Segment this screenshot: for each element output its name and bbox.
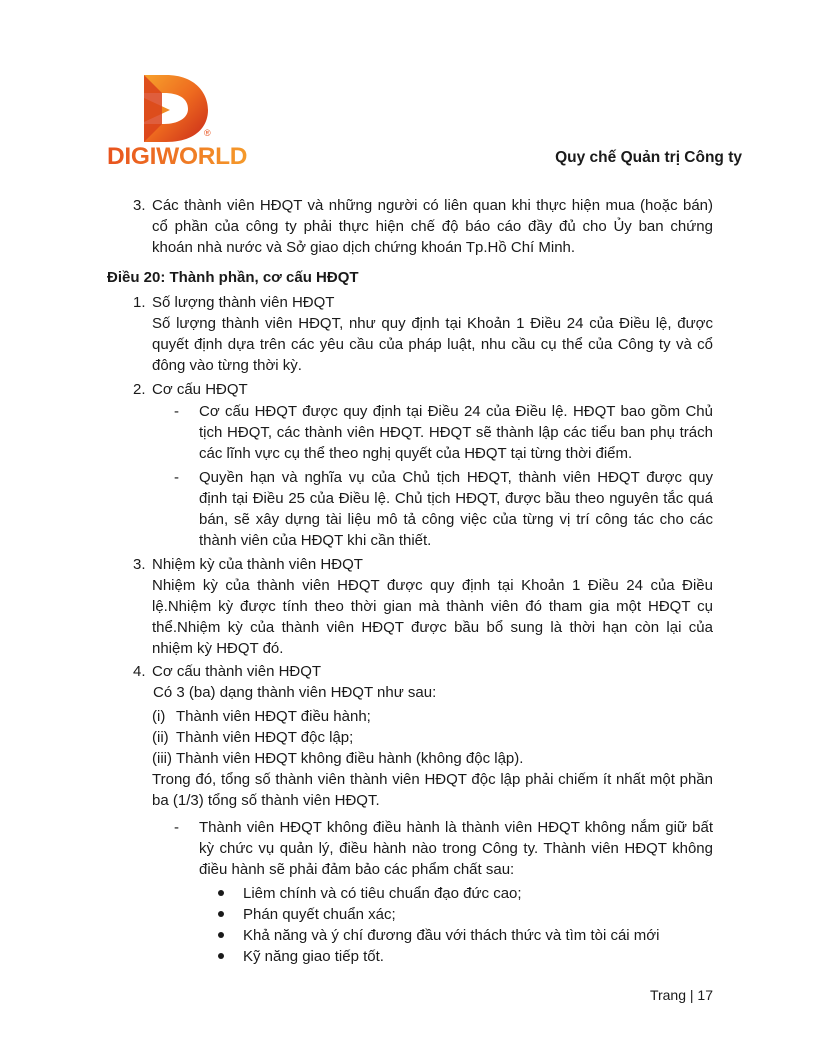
dash-marker: - — [174, 469, 179, 486]
text-line: khoán nhà nước và Sở giao dịch chứng khoán Tp.Hồ Chí Minh. — [152, 239, 576, 256]
text-line: quyết định dựa trên các yêu cầu của pháp luật, nhu cầu cụ thể của Công ty và cổ — [152, 336, 713, 353]
list-number: 3. — [133, 197, 146, 214]
text-line: kỳ chức vụ quản lý, điều hành nào trong Công ty. Thành viên HĐQT không — [199, 840, 713, 857]
bullet-icon — [218, 911, 224, 917]
article-heading: Điều 20: Thành phần, cơ cấu HĐQT — [107, 269, 359, 286]
bullet-text: Liêm chính và có tiêu chuẩn đạo đức cao; — [243, 885, 522, 902]
text-line: Số lượng thành viên HĐQT, như quy định tại Khoản 1 Điều 24 của Điều lệ, được — [152, 315, 713, 332]
text-line: Các thành viên HĐQT và những người có liên quan khi thực hiện mua (hoặc bán) — [152, 197, 713, 214]
text-line: thành viên của HĐQT khi cần thiết. — [199, 532, 432, 549]
text-line: nhiệm kỳ HĐQT đó. — [152, 640, 284, 657]
item-title: Cơ cấu thành viên HĐQT — [152, 663, 322, 680]
text-line: đông vào từng thời kỳ. — [152, 357, 302, 374]
text-line: bán, sẽ xây dựng tài liệu mô tả công việc của từng vị trí công tác cho các — [199, 511, 713, 528]
text-line: tịch HĐQT, các thành viên HĐQT. HĐQT sẽ thành lập các tiểu ban phụ trách — [199, 424, 713, 441]
dash-marker: - — [174, 403, 179, 420]
text-line: thể.Nhiệm kỳ của thành viên HĐQT được bầu bổ sung là thời hạn còn lại của — [152, 619, 713, 636]
type-label: (i) — [152, 708, 166, 725]
type-text: Thành viên HĐQT điều hành; — [176, 708, 371, 725]
text-line: định tại Điều 25 của Điều lệ. Chủ tịch HĐQT, được bầu theo nguyên tắc quá — [199, 490, 713, 507]
page-number: Trang | 17 — [649, 987, 713, 1003]
list-number: 1. — [133, 294, 146, 311]
bullet-icon — [218, 932, 224, 938]
text-line: Có 3 (ba) dạng thành viên HĐQT như sau: — [153, 684, 437, 701]
registered-mark: ® — [204, 128, 211, 138]
dash-marker: - — [174, 819, 179, 836]
document-title: Quy chế Quản trị Công ty — [555, 149, 742, 166]
bullet-text: Phán quyết chuẩn xác; — [243, 906, 396, 923]
item-title: Số lượng thành viên HĐQT — [152, 294, 335, 311]
type-label: (ii) — [152, 729, 169, 746]
bullet-icon — [218, 953, 224, 959]
type-text: Thành viên HĐQT không điều hành (không độc lập). — [176, 750, 524, 767]
text-line: Cơ cấu HĐQT được quy định tại Điều 24 của Điều lệ. HĐQT bao gồm Chủ — [199, 403, 713, 420]
type-label: (iii) — [152, 750, 172, 767]
text-line: ba (1/3) tổng số thành viên HĐQT. — [152, 792, 380, 809]
text-line: Quyền hạn và nghĩa vụ của Chủ tịch HĐQT, thành viên HĐQT được quy — [199, 469, 713, 486]
bullet-text: Khả năng và ý chí đương đầu với thách thức và tìm tòi cái mới — [243, 927, 660, 944]
bullet-text: Kỹ năng giao tiếp tốt. — [243, 948, 384, 965]
text-line: lệ.Nhiệm kỳ được tính theo thời gian mà thành viên đó tham gia một HĐQT cụ — [152, 598, 713, 615]
item-title: Nhiệm kỳ của thành viên HĐQT — [152, 556, 363, 573]
text-line: Trong đó, tổng số thành viên thành viên HĐQT độc lập phải chiếm ít nhất một phần — [152, 771, 713, 788]
text-line: các lĩnh vực cụ thể theo nghị quyết của HĐQT tại từng thời điểm. — [199, 445, 633, 462]
item-title: Cơ cấu HĐQT — [152, 381, 248, 398]
type-text: Thành viên HĐQT độc lập; — [176, 729, 354, 746]
list-number: 4. — [133, 663, 146, 680]
digiworld-logo — [104, 72, 249, 172]
digiworld-d-icon — [104, 72, 249, 144]
logo-text: DIGIWORLD — [107, 143, 248, 170]
bullet-icon — [218, 890, 224, 896]
text-line: điều hành sẽ phải đảm bảo các phẩm chất sau: — [199, 861, 515, 878]
text-line: Nhiệm kỳ của thành viên HĐQT được quy định tại Khoản 1 Điều 24 của Điều — [152, 577, 713, 594]
text-line: Thành viên HĐQT không điều hành là thành viên HĐQT không nắm giữ bất — [199, 819, 713, 836]
list-number: 2. — [133, 381, 146, 398]
list-number: 3. — [133, 556, 146, 573]
text-line: cổ phần của công ty phải thực hiện chế độ báo cáo đầy đủ cho Ủy ban chứng — [152, 218, 713, 235]
